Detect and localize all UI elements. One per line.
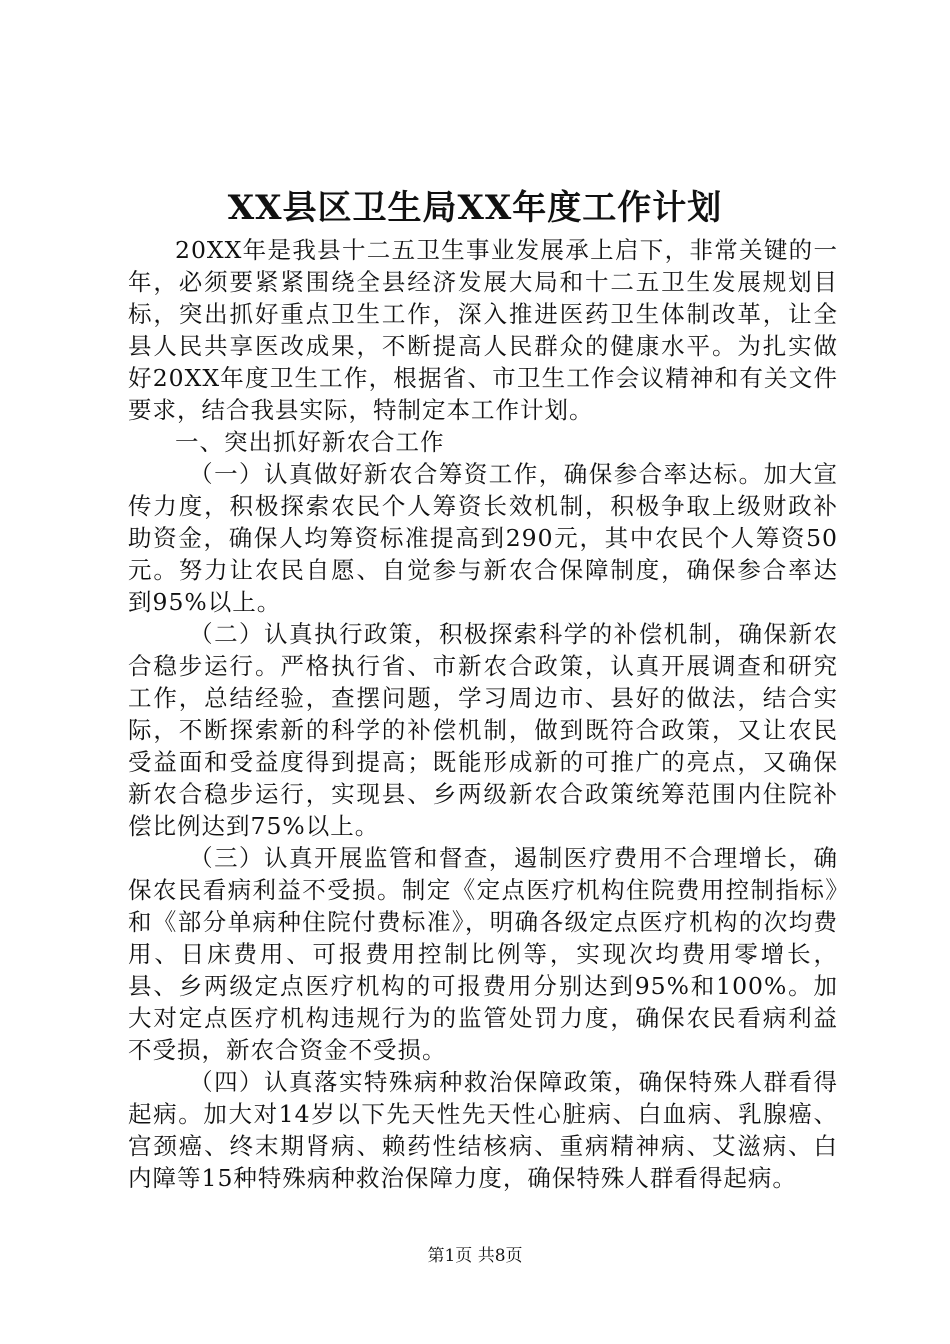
subsection-paragraph-2: （二）认真执行政策，积极探索科学的补偿机制，确保新农合稳步运行。严格执行省、市新农合政策，认真开展调查和研究工作，总结经验，查摆问题，学习周边市、县好的做法，结合实际，不断探索新的科学的补偿机制，做到既符合政策，又让农民受益面和受益度得到提高；既能形成新的可推广的亮点，又确保新农合稳步运行，实现县、乡两级新农合政策统筹范围内住院补偿比例达到75%以上。 xyxy=(128,620,838,840)
subsection-paragraph-3: （三）认真开展监管和督查，遏制医疗费用不合理增长，确保农民看病利益不受损。制定《定点医疗机构住院费用控制指标》和《部分单病种住院付费标准》，明确各级定点医疗机构的次均费用、日床费用、可报费用控制比例等，实现次均费用零增长，县、乡两级定点医疗机构的可报费用分别达到95%和100%。加大对定点医疗机构违规行为的监管处罚力度，确保农民看病利益不受损，新农合资金不受损。 xyxy=(128,844,838,1064)
subsection-paragraph-4: （四）认真落实特殊病种救治保障政策，确保特殊人群看得起病。加大对14岁以下先天性先天性心脏病、白血病、乳腺癌、宫颈癌、终末期肾病、赖药性结核病、重病精神病、艾滋病、白内障等15种特殊病种救治保障力度，确保特殊人群看得起病。 xyxy=(128,1068,838,1192)
document-title: XX县区卫生局XX年度工作计划 xyxy=(227,188,723,228)
intro-paragraph: 20XX年是我县十二五卫生事业发展承上启下，非常关键的一年，必须要紧紧围绕全县经济发展大局和十二五卫生发展规划目标，突出抓好重点卫生工作，深入推进医药卫生体制改革，让全县人民共享医改成果，不断提高人民群众的健康水平。为扎实做好20XX年度卫生工作，根据省、市卫生工作会议精神和有关文件要求，结合我县实际，特制定本工作计划。 xyxy=(128,236,838,424)
page-number: 第1页 共8页 xyxy=(427,1246,523,1266)
subsection-paragraph-1: （一）认真做好新农合筹资工作，确保参合率达标。加大宣传力度，积极探索农民个人筹资长效机制，积极争取上级财政补助资金，确保人均筹资标准提高到290元，其中农民个人筹资50元。努力让农民自愿、自觉参与新农合保障制度，确保参合率达到95%以上。 xyxy=(128,460,838,616)
document-body xyxy=(128,234,838,1194)
section-heading: 一、突出抓好新农合工作 xyxy=(175,428,445,456)
